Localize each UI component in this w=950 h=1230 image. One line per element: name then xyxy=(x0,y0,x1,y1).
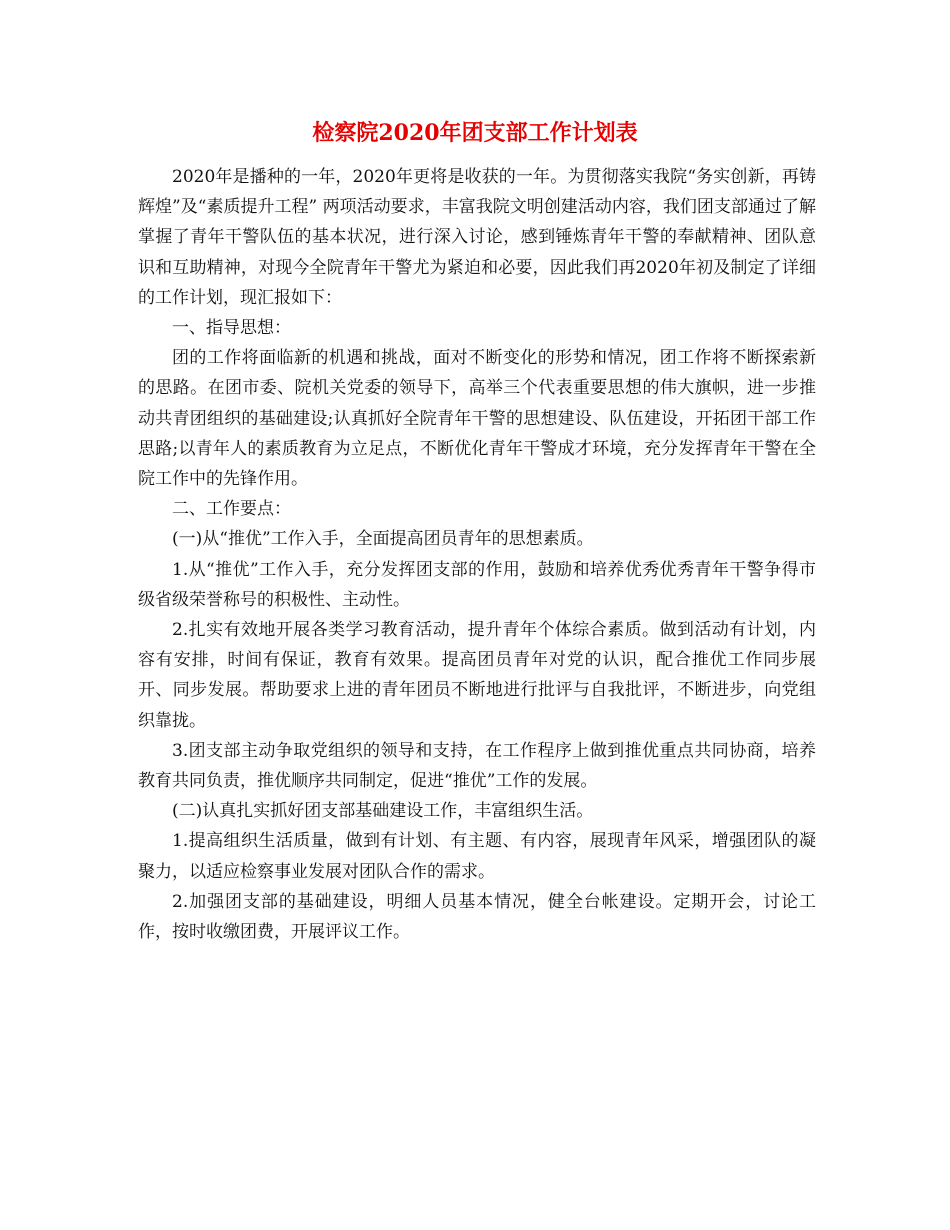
document-body xyxy=(138,162,816,947)
item-paragraph: 2.扎实有效地开展各类学习教育活动，提升青年个体综合素质。做到活动有计划，内容有安排，时间有保证，教育有效果。提高团员青年对党的认识，配合推优工作同步展开、同步发展。帮助要求上进的青年团员不断地进行批评与自我批评，不断进步，向党组织靠拢。 xyxy=(138,620,816,731)
item-paragraph: 1.提高组织生活质量，做到有计划、有主题、有内容，展现青年风采，增强团队的凝聚力，以适应检察事业发展对团队合作的需求。 xyxy=(138,831,816,882)
subsection-heading-1: (一)从“推优”工作入手，全面提高团员青年的思想素质。 xyxy=(172,529,594,550)
intro-paragraph: 2020年是播种的一年，2020年更将是收获的一年。为贯彻落实我院“务实创新，再铸辉煌”及“素质提升工程” 两项活动要求，丰富我院文明创建活动内容，我们团支部通过了解掌握了青年干警队伍的基本状况，进行深入讨论，感到锤炼青年干警的奉献精神、团队意识和互助精神，对现今全院青年干警尤为紧迫和必要，因此我们再2020年初及制定了详细的工作计划，现汇报如下： xyxy=(138,167,816,308)
item-paragraph: 2.加强团支部的基础建设，明细人员基本情况，健全台帐建设。定期开会，讨论工作，按时收缴团费，开展评议工作。 xyxy=(138,891,816,943)
item-paragraph: 3.团支部主动争取党组织的领导和支持，在工作程序上做到推优重点共同协商，培养教育共同负责，推优顺序共同制定，促进“推优”工作的发展。 xyxy=(138,740,816,792)
document-title: 检察院2020年团支部工作计划表 xyxy=(312,120,638,146)
subsection-heading-2: (二)认真扎实抓好团支部基础建设工作，丰富组织生活。 xyxy=(172,801,594,822)
section-heading-guiding-ideology: 一、指导思想： xyxy=(172,318,291,339)
item-paragraph: 1.从“推优”工作入手，充分发挥团支部的作用，鼓励和培养优秀优秀青年干警争得市级省级荣誉称号的积极性、主动性。 xyxy=(138,559,816,610)
section-heading-work-points: 二、工作要点： xyxy=(172,499,291,520)
guiding-ideology-paragraph: 团的工作将面临新的机遇和挑战，面对不断变化的形势和情况，团工作将不断探索新的思路。在团市委、院机关党委的领导下，高举三个代表重要思想的伟大旗帜，进一步推动共青团组织的基础建设;认真抓好全院青年干警的思想建设、队伍建设，开拓团干部工作思路;以青年人的素质教育为立足点，不断优化青年干警成才环境，充分发挥青年干警在全院工作中的先锋作用。 xyxy=(138,348,816,490)
